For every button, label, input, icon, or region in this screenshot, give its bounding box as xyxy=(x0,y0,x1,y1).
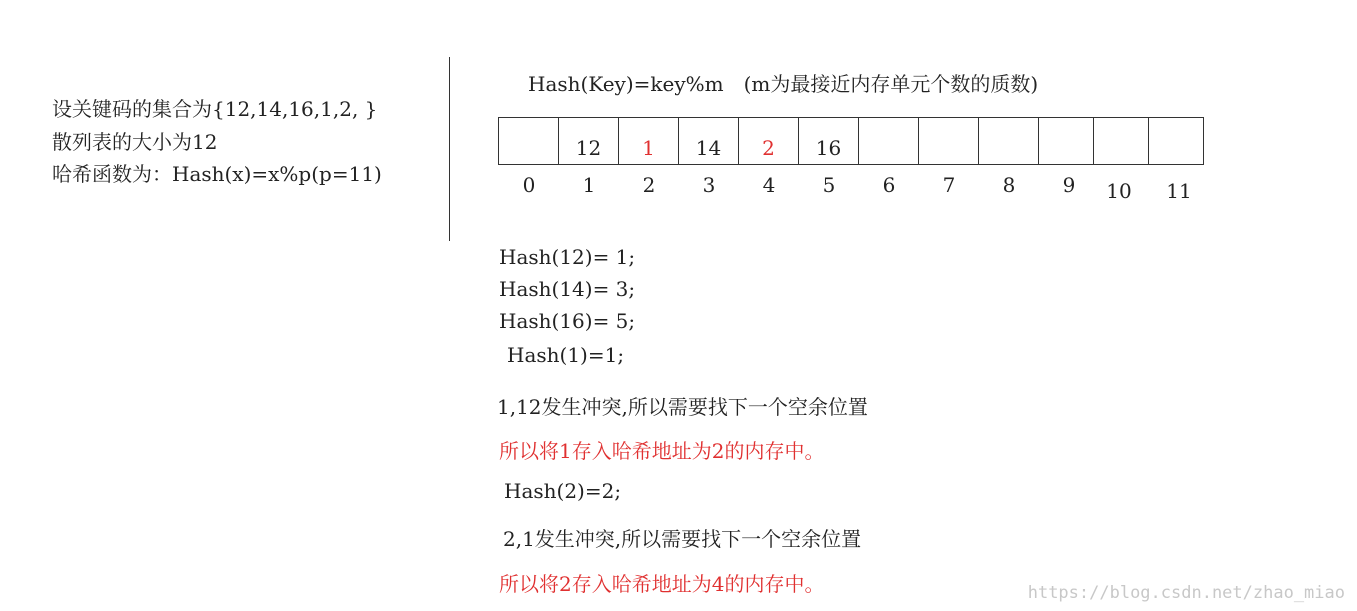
table-size-text: 散列表的大小为12 xyxy=(52,130,218,154)
hash-table-cell xyxy=(1038,117,1094,165)
hash-function-text: 哈希函数为：Hash(x)=x%p(p=11) xyxy=(52,162,382,186)
hash-table-cell: 2 xyxy=(738,117,799,165)
index-label: 3 xyxy=(702,173,716,197)
index-label: 10 xyxy=(1106,179,1132,203)
index-label: 2 xyxy=(642,173,656,197)
hash-table-cell xyxy=(918,117,979,165)
key-set-text: 设关键码的集合为{12,14,16,1,2, } xyxy=(52,97,378,121)
hash-table-cell xyxy=(498,117,559,165)
calc-line: Hash(14)= 3; xyxy=(499,277,636,301)
resolution-note: 所以将1存入哈希地址为2的内存中。 xyxy=(499,439,825,463)
hash-table-cell: 14 xyxy=(678,117,739,165)
index-label: 8 xyxy=(1002,173,1016,197)
index-label: 9 xyxy=(1062,173,1076,197)
hash-table-cell: 12 xyxy=(558,117,619,165)
collision-note: 2,1发生冲突,所以需要找下一个空余位置 xyxy=(503,527,862,551)
hash-table-cell: 1 xyxy=(618,117,679,165)
calc-line: Hash(16)= 5; xyxy=(499,309,636,333)
index-label: 1 xyxy=(582,173,596,197)
index-label: 6 xyxy=(882,173,896,197)
hash-table-cell xyxy=(978,117,1039,165)
watermark: https://blog.csdn.net/zhao_miao xyxy=(1027,583,1345,603)
collision-note: 1,12发生冲突,所以需要找下一个空余位置 xyxy=(497,395,868,419)
index-label: 7 xyxy=(942,173,956,197)
hash-table-cell xyxy=(1093,117,1149,165)
hash-table-cell xyxy=(858,117,919,165)
index-label: 11 xyxy=(1166,179,1192,203)
calc-line: Hash(1)=1; xyxy=(507,343,625,367)
vertical-divider xyxy=(449,57,450,241)
index-label: 5 xyxy=(822,173,836,197)
index-label: 0 xyxy=(522,173,536,197)
calc-line: Hash(2)=2; xyxy=(504,479,622,503)
calc-line: Hash(12)= 1; xyxy=(499,245,636,269)
index-label: 4 xyxy=(762,173,776,197)
hash-formula: Hash(Key)=key%m (m为最接近内存单元个数的质数) xyxy=(528,72,1039,96)
hash-table-cell: 16 xyxy=(798,117,859,165)
resolution-note: 所以将2存入哈希地址为4的内存中。 xyxy=(499,572,825,596)
hash-table-cell xyxy=(1148,117,1204,165)
